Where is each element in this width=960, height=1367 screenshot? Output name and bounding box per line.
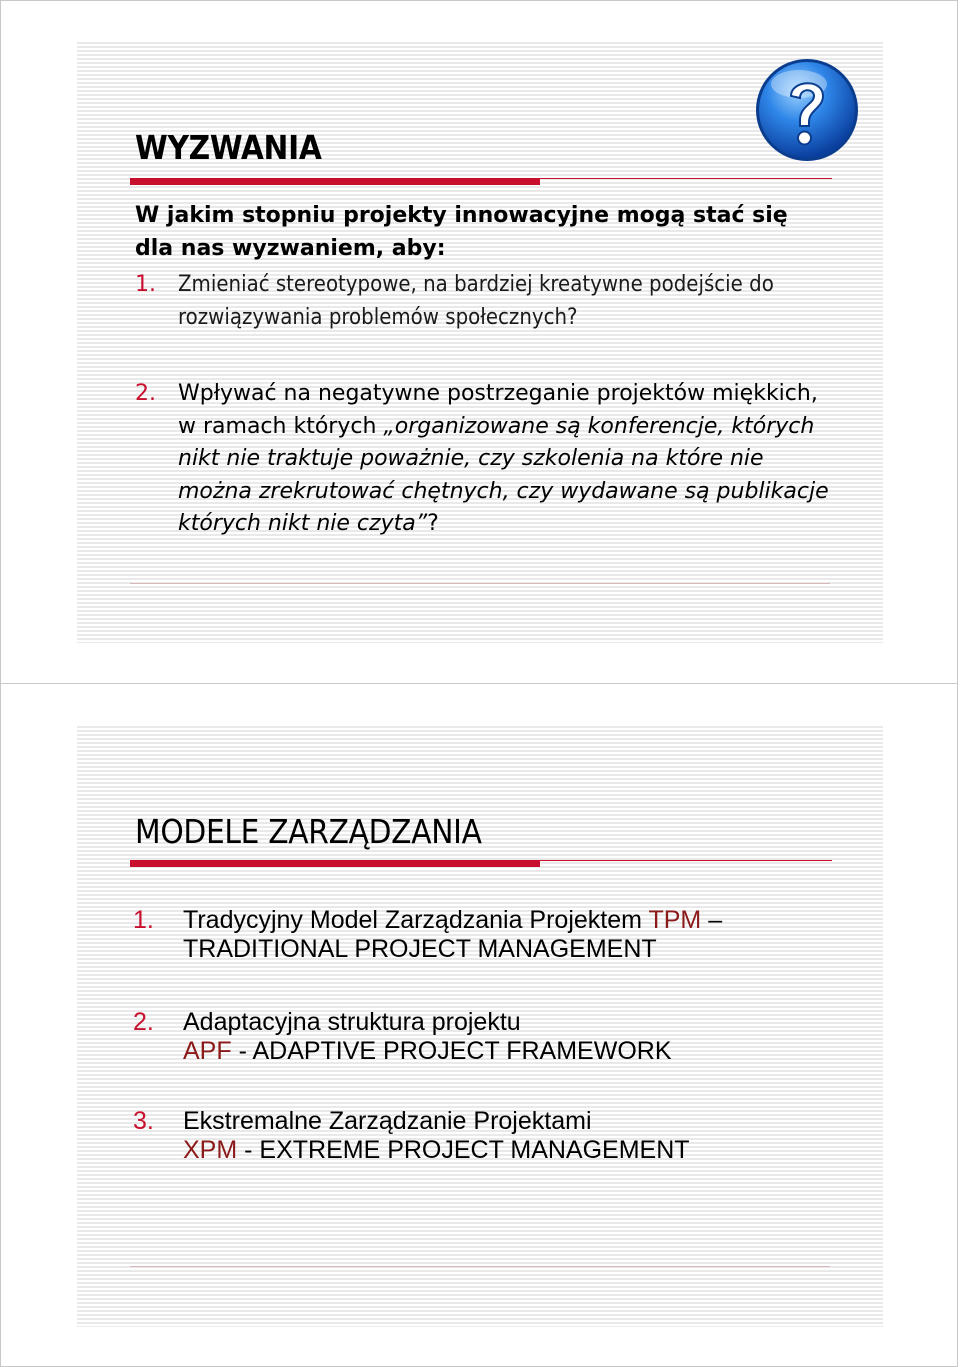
list-number: 1. [135,272,156,297]
title-underline-thin [540,860,832,861]
list-item-line [183,1136,823,1165]
title-underline-thick [130,178,540,185]
list-item-line [183,935,823,964]
item-text: Adaptacyjna struktura projektu [183,1008,521,1036]
item-abbreviation: APF [183,1037,232,1065]
list-item-italic-text: „organizowane są konferencje, których nikt nie traktuje poważnie, czy szkolenia na które nie można zrekrutować chętnych, czy wydawane są publikacje których nikt nie czyta” [178,413,829,536]
question-mark-icon [753,56,861,164]
list-item-end: ? [427,511,439,536]
list-item-line [183,1008,823,1037]
list-number: 2. [135,381,156,406]
footer-divider [130,583,830,584]
list-item [183,906,823,964]
list-item-line [183,906,823,935]
slide-title: WYZWANIA [135,128,322,167]
slide-modele-zarzadzania [77,724,883,1327]
item-text: Tradycyjny Model Zarządzania Projektem [183,906,649,934]
item-abbreviation: XPM [183,1136,238,1164]
item-abbreviation: TPM [648,906,702,934]
slide-wyzwania [77,40,883,643]
list-item-text: Wpływać na negatywne postrzeganie projektów miękkich, w ramach których [178,381,818,439]
item-text: Ekstremalne Zarządzanie Projektami [183,1107,592,1135]
intro-question: W jakim stopniu projekty innowacyjne mogą stać się dla nas wyzwaniem, aby: [135,203,788,261]
list-item [183,1107,823,1165]
item-text: TRADITIONAL PROJECT MANAGEMENT [183,935,657,963]
item-text: - EXTREME PROJECT MANAGEMENT [237,1136,690,1164]
item-text: – [701,906,723,934]
footer-divider [130,1266,830,1267]
list-item-line [183,1107,823,1136]
list-item [178,378,838,541]
list-number: 2. [133,1008,154,1036]
list-item-line [183,1037,823,1066]
list-number: 3. [133,1107,154,1135]
list-item [183,1008,823,1066]
title-underline-thick [130,860,540,867]
list-number: 1. [133,906,154,934]
item-text: - ADAPTIVE PROJECT FRAMEWORK [231,1037,672,1065]
slide-title: MODELE ZARZĄDZANIA [135,812,482,851]
list-item: Zmieniać stereotypowe, na bardziej kreatywne podejście do rozwiązywania problemów społecznych? [178,272,774,330]
title-underline-thin [540,178,832,179]
